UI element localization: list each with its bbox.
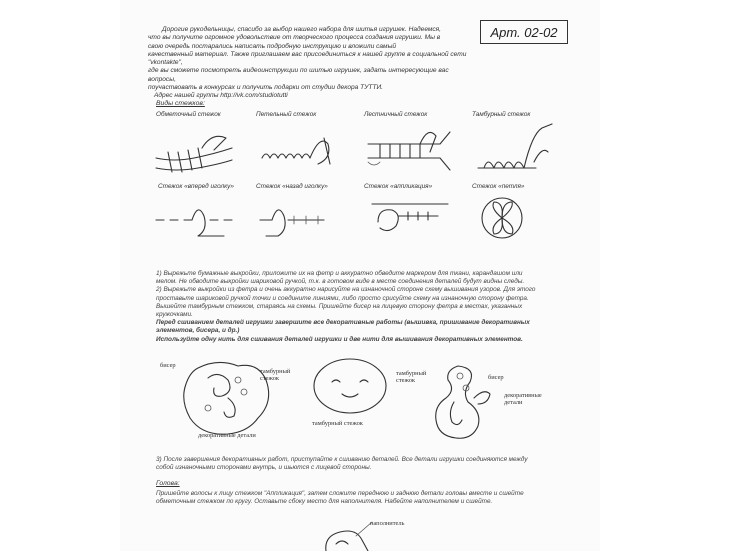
right-chain-label: тамбурный стежок (396, 370, 427, 384)
head-line: обметочным стежком по кругу. Оставьте сбоку место для наполнителя. Набейте наполнителем и сшейте. (156, 498, 493, 506)
step3-line: 3) После завершения декоративных работ, приступайте к сшиванию деталей. Все детали игрушки соединяются между (156, 456, 528, 463)
intro-line: поучаствовать в конкурсах и получить подарки от студии декора ТУТТИ. (148, 84, 384, 92)
intro-line: свою очередь постарались написать подробную инструкцию и вложили самый (148, 42, 397, 50)
intro-line: качественный материал. Также приглашаем вас присоединиться к нашей группе в социальной сети "vkontakte", (148, 50, 467, 67)
stitch-label-overcast: Обметочный стежок (156, 111, 221, 118)
stitch-label-backstitch: Стежок «назад иголку» (256, 183, 328, 190)
middle-chain-label: тамбурный стежок (312, 420, 363, 427)
applique-stitch-illustration (368, 196, 452, 244)
face-illustration (310, 356, 390, 416)
instruction-line: кружочками. (156, 311, 193, 319)
left-bead-label: бисер (160, 362, 176, 369)
stitches-title: Виды стежков: (156, 100, 205, 107)
article-number-box: Арт. 02-02 (480, 20, 568, 44)
intro-text (148, 26, 476, 101)
intro-line: где вы сможете посмотреть видеоинструкции по шитью игрушек, задать интересующие вас вопросы, (148, 67, 449, 83)
instruction-sheet (120, 0, 600, 551)
buttonhole-stitch-illustration (258, 128, 338, 178)
instruction-line: Вышейте тамбурным стежком, стараясь на схемы. Пришейте бисер на лицевую сторону фетра в местах, указанных (156, 302, 523, 310)
stitch-label-chain: Тамбурный стежок (472, 111, 531, 118)
instructions-text (156, 270, 566, 344)
instruction-line: элементов, бисера, и др.) (156, 327, 240, 335)
instruction-line: 2) Вырежьте выкройки из фетра и очень аккуратно нарисуйте на изнаночной стороне схему вышивания узоров. Для этого (156, 286, 536, 294)
head-piece-illustration (316, 526, 376, 551)
head-line: Пришейте волосы к лицу стежком "Аппликация", затем сложите переднюю и заднюю детали головы вместе и сшейте (156, 490, 524, 497)
step3-line: собой изнаночными сторонами внутрь, и шьются с лицевой стороны. (156, 464, 372, 472)
running-stitch-illustration (154, 196, 238, 244)
stitch-label-buttonhole: Петельный стежок (256, 111, 317, 118)
left-chain-label: тамбурный стежок (260, 368, 291, 382)
chain-stitch-illustration (476, 122, 556, 178)
stitch-label-ladder: Лестничный стежок (364, 111, 428, 118)
instruction-line: проставьте шариковой ручкой точки и соедините линиями, либо просто срисуйте схему на изнаночную сторону фетра. (156, 294, 529, 302)
intro-line: что вы получите огромное удовольствие от творческого процесса создания игрушки. Мы в (148, 34, 441, 42)
head-title: Голова: (156, 480, 180, 487)
loop-stitch-illustration (476, 194, 536, 244)
intro-line: Адрес нашей группы http://vk.com/studiotutti (154, 92, 288, 100)
ladder-stitch-illustration (364, 122, 454, 178)
right-decor-label: декоративные детали (504, 392, 542, 406)
left-decor-label: декоративные детали (198, 432, 256, 439)
intro-line: Дорогие рукодельницы, спасибо за выбор нашего набора для шитья игрушек. Надеемся, (162, 26, 442, 33)
instruction-line: Используйте одну нить для сшивания деталей игрушки и две нити для вышивания декоративных элементов. (156, 335, 523, 343)
instruction-line: мелом. Не обводите выкройки шариковой ручкой, т.к. в готовом виде в месте соединения деталей будут видны следы. (156, 278, 525, 286)
stitch-label-running: Стежок «вперед иголку» (158, 183, 234, 190)
overcast-stitch-illustration (154, 128, 234, 178)
instruction-line: 1) Вырежьте бумажные выкройки, приложите их на фетр и аккуратно обведите маркером для ткани, карандашом или (156, 270, 523, 277)
backstitch-illustration (258, 196, 342, 244)
stitch-label-loop: Стежок «петля» (472, 183, 525, 190)
right-bead-label: бисер (488, 374, 504, 381)
filler-label: наполнитель (370, 520, 405, 527)
step3-text (156, 456, 566, 472)
head-text (156, 490, 566, 506)
stitch-label-applique: Стежок «аппликация» (364, 183, 433, 190)
instruction-line: Перед сшиванием деталей игрушки завершите все декоративные работы (вышивка, пришивание декоративных (156, 319, 530, 327)
